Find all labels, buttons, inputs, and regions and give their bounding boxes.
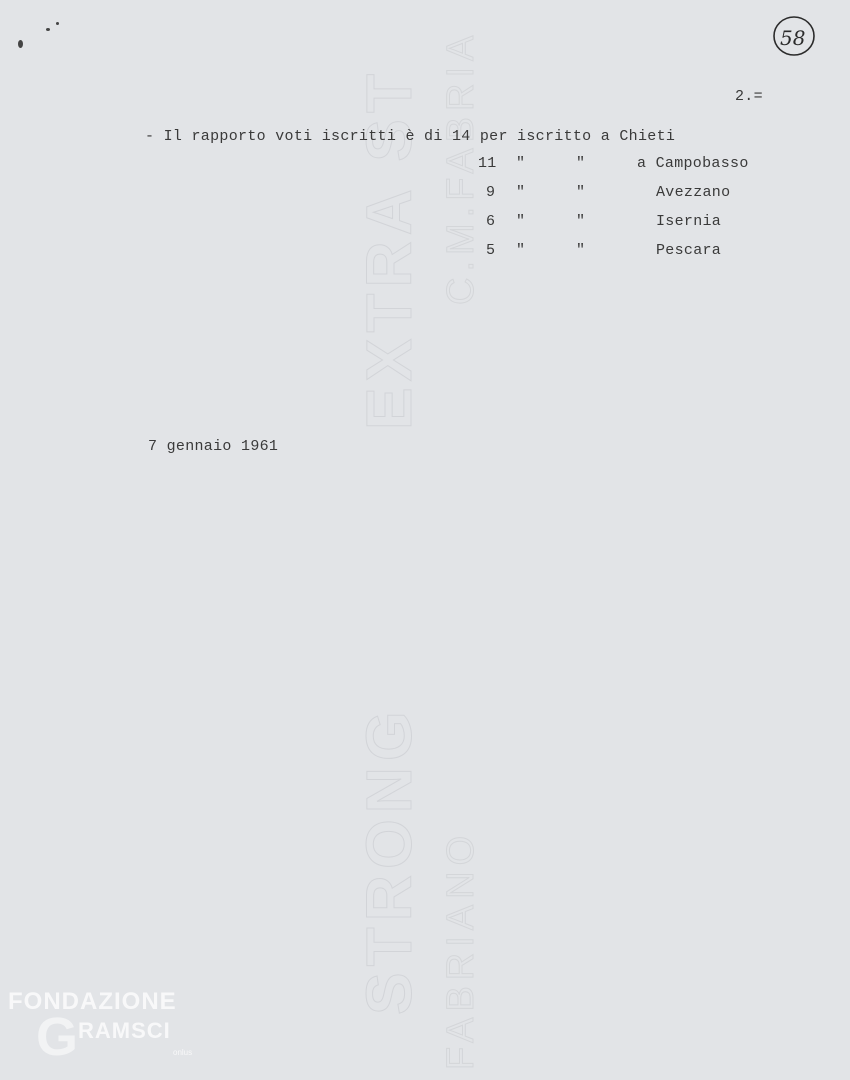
- logo-line2: RAMSCI: [78, 1018, 171, 1043]
- watermark-top-small: C.M.FABRIA: [440, 29, 482, 305]
- row-num: 6: [486, 213, 496, 230]
- row-num: 9: [486, 184, 496, 201]
- ink-mark: [56, 22, 59, 25]
- row-num: 5: [486, 242, 496, 259]
- watermark-top-big: EXTRA ST: [353, 67, 425, 430]
- row-ditto: ": [516, 242, 526, 259]
- page-number: 2.=: [735, 88, 763, 105]
- ink-mark: [18, 40, 23, 48]
- row-ditto: ": [516, 184, 526, 201]
- logo-onlus: onlus: [173, 1048, 193, 1057]
- row-place: a Campobasso: [637, 155, 749, 172]
- logo-letter: G: [36, 1007, 79, 1067]
- row-place: Pescara: [656, 242, 722, 259]
- handwritten-page-number: 58: [780, 26, 806, 50]
- ink-mark: [46, 28, 50, 31]
- watermark-bottom-big: STRONG: [353, 705, 425, 1015]
- intro-line: - Il rapporto voti iscritti è di 14 per iscritto a Chieti: [145, 128, 676, 145]
- fondazione-gramsci-logo: [8, 988, 193, 1067]
- row-ditto: ": [576, 184, 586, 201]
- row-ditto: ": [516, 213, 526, 230]
- row-ditto: ": [576, 213, 586, 230]
- row-ditto: ": [576, 155, 586, 172]
- row-ditto: ": [576, 242, 586, 259]
- row-place: Isernia: [656, 213, 722, 230]
- watermark-bottom-small: FABRIANO: [440, 829, 482, 1070]
- row-place: Avezzano: [656, 184, 731, 201]
- date-line: 7 gennaio 1961: [148, 438, 279, 455]
- row-num: 11: [478, 155, 497, 172]
- logo-line1: FONDAZIONE: [8, 988, 177, 1015]
- row-ditto: ": [516, 155, 526, 172]
